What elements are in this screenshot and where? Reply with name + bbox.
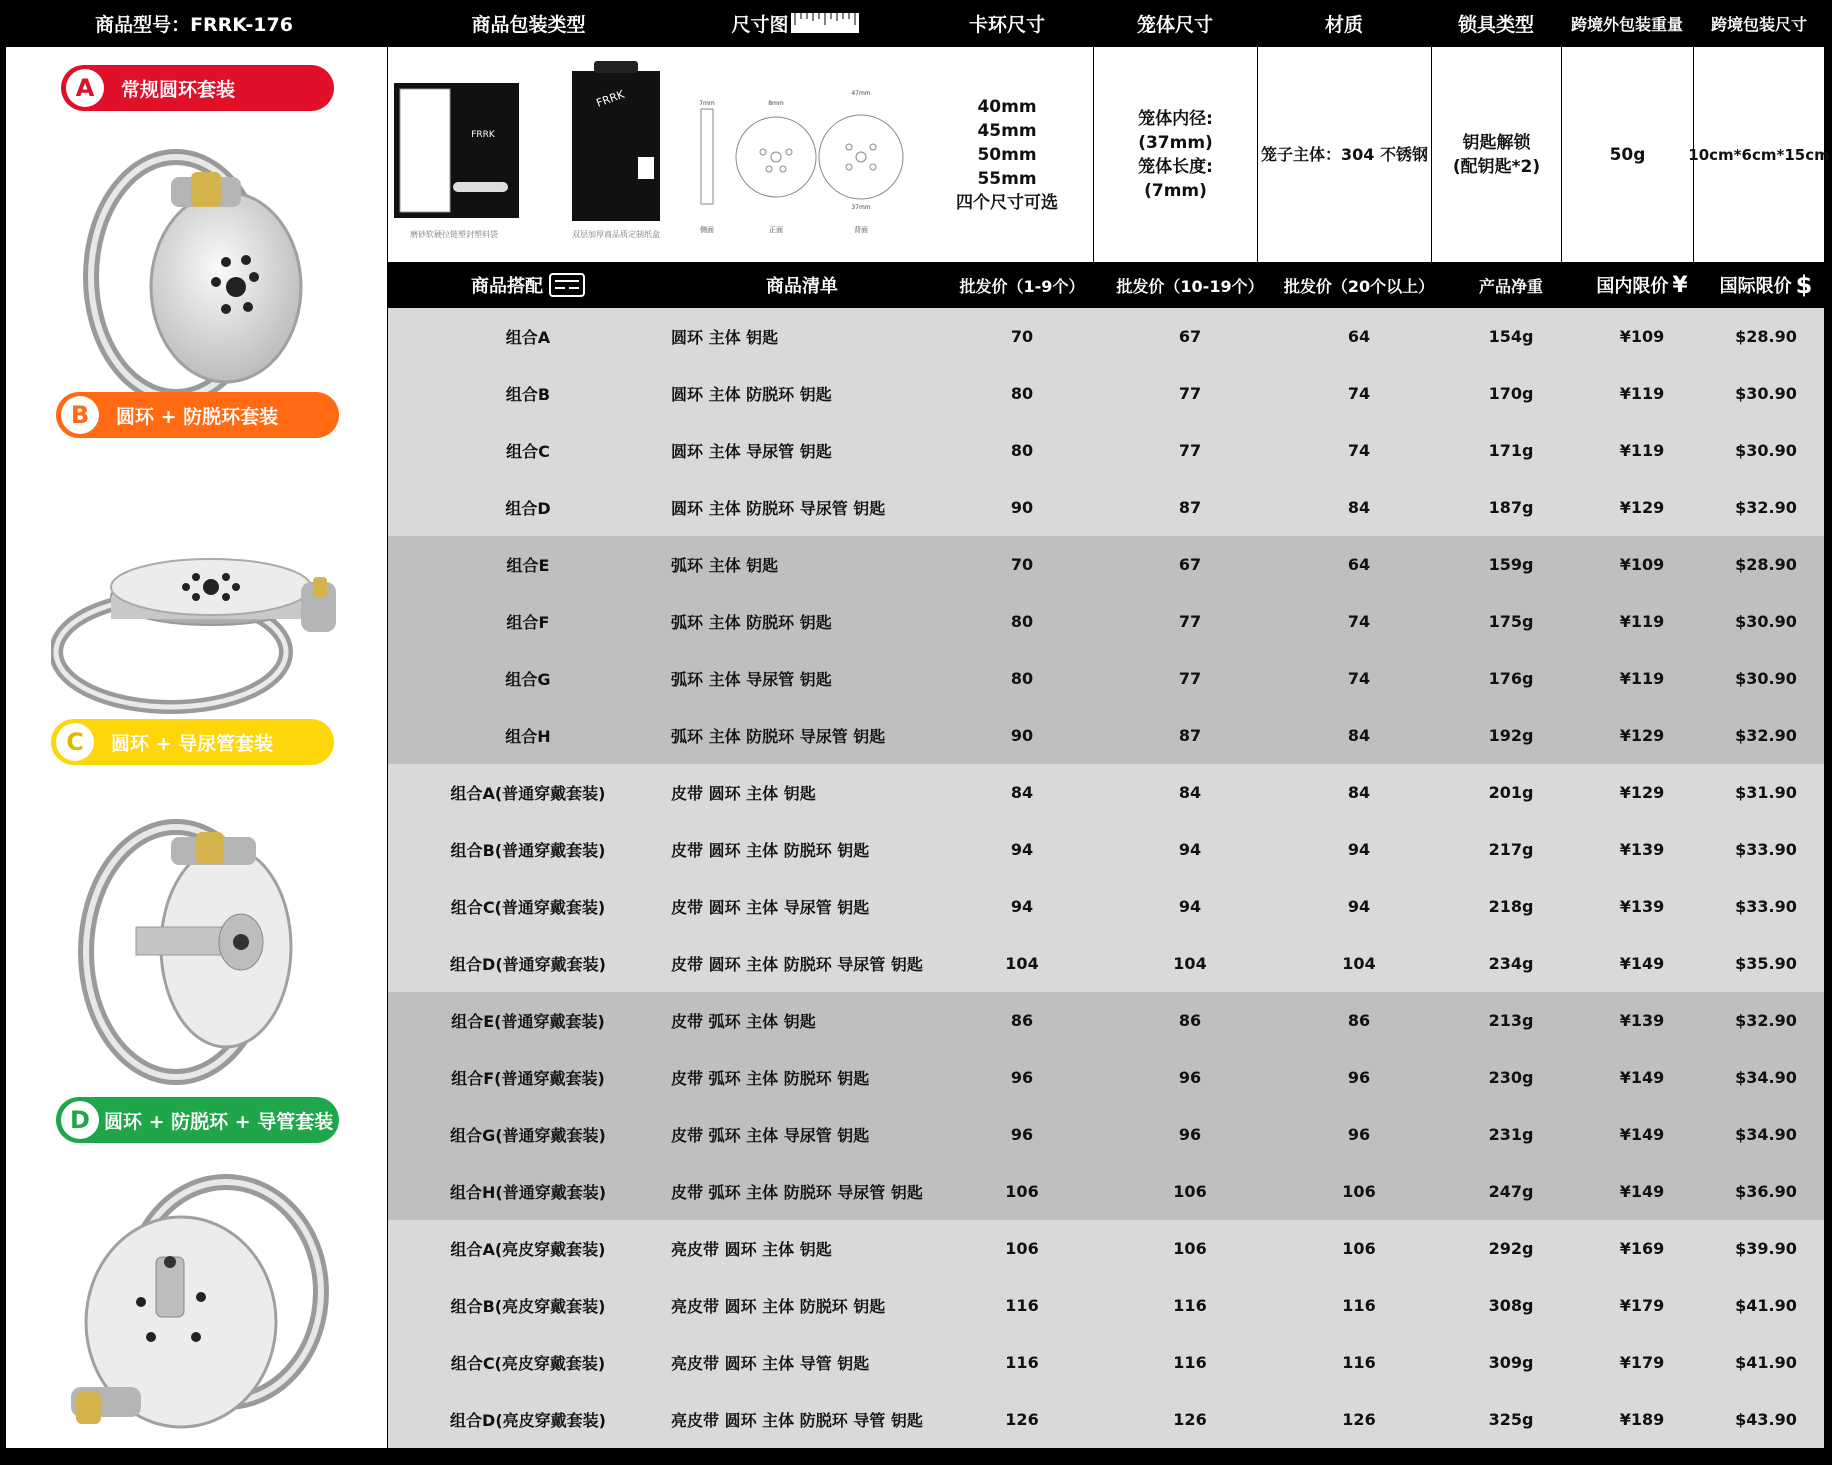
combo-name-cell: 组合C(亮皮穿戴套装) — [450, 1354, 606, 1373]
price-cny-cell: ¥179 — [1619, 1353, 1665, 1372]
price-20-plus-cell: 74 — [1347, 384, 1371, 403]
net-weight-cell: 218g — [1488, 897, 1534, 916]
table-row — [388, 1334, 1824, 1391]
price-usd-cell: $31.90 — [1735, 783, 1797, 802]
price-usd-cell: $41.90 — [1735, 1353, 1797, 1372]
badge-a — [61, 65, 334, 111]
net-weight-cell: 213g — [1488, 1011, 1534, 1030]
price-1-9-cell: 80 — [1010, 384, 1034, 403]
net-weight-cell: 325g — [1488, 1410, 1534, 1429]
price-cny-cell: ¥139 — [1619, 1011, 1665, 1030]
header-model: 商品型号：FRRK-176 — [95, 13, 293, 36]
price-1-9-cell: 90 — [1010, 498, 1034, 517]
price-usd-cell: $30.90 — [1735, 612, 1797, 631]
lock-type-cell — [1432, 47, 1561, 262]
net-weight-cell: 217g — [1488, 840, 1534, 859]
price-cny-cell: ¥119 — [1619, 669, 1665, 688]
net-weight-cell: 187g — [1488, 498, 1534, 517]
combo-name-cell: 组合B(普通穿戴套装) — [450, 841, 606, 860]
price-usd-cell: $30.90 — [1735, 384, 1797, 403]
ring-size-2: 45mm — [977, 120, 1037, 141]
price-10-19-cell: 86 — [1178, 1011, 1202, 1030]
price-10-19-cell: 96 — [1178, 1068, 1202, 1087]
price-cny-cell: ¥149 — [1619, 954, 1665, 973]
package-caption-left: 磨砂软硬拉链塑封塑料袋 — [410, 230, 498, 239]
price-20-plus-cell: 96 — [1347, 1068, 1371, 1087]
subheader-list: 商品清单 — [766, 276, 838, 297]
size-dim-front: 8mm — [768, 100, 784, 107]
net-weight-cell: 175g — [1488, 612, 1534, 631]
item-list-cell: 皮带 弧环 主体 防脱环 导尿管 钥匙 — [671, 1183, 923, 1202]
subheader-price1: 批发价（1-9个） — [959, 276, 1085, 296]
combo-name-cell: 组合H(普通穿戴套装) — [449, 1183, 607, 1202]
item-list-cell: 弧环 主体 防脱环 钥匙 — [671, 613, 832, 632]
price-usd-cell: $32.90 — [1735, 498, 1797, 517]
net-weight-cell: 176g — [1488, 669, 1534, 688]
subheader-price3: 批发价（20个以上） — [1283, 276, 1435, 296]
table-row — [388, 650, 1824, 707]
combo-name-cell: 组合E(普通穿戴套装) — [451, 1012, 605, 1031]
size-diagram — [669, 47, 921, 262]
left-panel — [6, 47, 387, 1448]
price-20-plus-cell: 86 — [1347, 1011, 1371, 1030]
subheader-cny-label: 国内限价 — [1596, 276, 1669, 297]
price-usd-cell: $30.90 — [1735, 441, 1797, 460]
size-chart-label: 尺寸图 — [731, 13, 789, 36]
product-image-c — [56, 777, 326, 1097]
price-usd-cell: $33.90 — [1735, 840, 1797, 859]
dollar-icon: $ — [1795, 271, 1813, 299]
badge-b-text: 圆环 + 防脱环套装 — [116, 405, 279, 428]
size-dim-side: 7mm — [699, 100, 715, 107]
table-row — [388, 764, 1824, 821]
header-package-type: 商品包装类型 — [471, 13, 586, 36]
header-outer-weight: 跨境外包装重量 — [1570, 14, 1683, 34]
price-20-plus-cell: 94 — [1347, 840, 1371, 859]
price-cny-cell: ¥109 — [1619, 327, 1665, 346]
price-10-19-cell: 106 — [1173, 1182, 1207, 1201]
price-1-9-cell: 116 — [1005, 1353, 1039, 1372]
net-weight-cell: 192g — [1488, 726, 1534, 745]
header-ring-size: 卡环尺寸 — [968, 13, 1045, 36]
header-material: 材质 — [1324, 13, 1363, 36]
price-20-plus-cell: 74 — [1347, 612, 1371, 631]
price-1-9-cell: 70 — [1010, 555, 1034, 574]
price-10-19-cell: 104 — [1173, 954, 1207, 973]
price-cny-cell: ¥129 — [1619, 498, 1665, 517]
package-illustration — [388, 47, 669, 262]
table-row — [388, 1391, 1824, 1448]
price-cny-cell: ¥119 — [1619, 384, 1665, 403]
size-dim-inner: 37mm — [851, 204, 871, 211]
price-1-9-cell: 96 — [1010, 1068, 1034, 1087]
item-list-cell: 亮皮带 圆环 主体 钥匙 — [671, 1240, 832, 1259]
badge-a-text: 常规圆环套装 — [121, 78, 236, 101]
item-list-cell: 亮皮带 圆环 主体 防脱环 导管 钥匙 — [671, 1411, 923, 1430]
price-1-9-cell: 70 — [1010, 327, 1034, 346]
item-list-cell: 皮带 弧环 主体 防脱环 钥匙 — [671, 1069, 870, 1088]
cage-inner-label: 笼体内径: — [1138, 108, 1213, 129]
price-cny-cell: ¥129 — [1619, 783, 1665, 802]
table-row — [388, 878, 1824, 935]
net-weight-cell: 308g — [1488, 1296, 1534, 1315]
combo-name-cell: 组合D(普通穿戴套装) — [450, 955, 606, 974]
package-image — [388, 47, 669, 262]
item-list-cell: 圆环 主体 防脱环 导尿管 钥匙 — [671, 499, 886, 518]
price-1-9-cell: 84 — [1010, 783, 1034, 802]
badge-c-text: 圆环 + 导尿管套装 — [111, 732, 274, 755]
badge-d-text: 圆环 + 防脱环 + 导管套装 — [104, 1110, 334, 1133]
combo-name-cell: 组合D — [505, 499, 551, 518]
price-usd-cell: $35.90 — [1735, 954, 1797, 973]
price-1-9-cell: 116 — [1005, 1296, 1039, 1315]
item-list-cell: 皮带 弧环 主体 导尿管 钥匙 — [671, 1126, 870, 1145]
cage-inner-value: (37mm) — [1138, 132, 1213, 153]
badge-b — [56, 392, 339, 438]
outer-weight-cell — [1562, 47, 1693, 262]
subheader-cny — [1576, 262, 1708, 308]
price-10-19-cell: 77 — [1178, 384, 1202, 403]
price-10-19-cell: 116 — [1173, 1353, 1207, 1372]
table-row — [388, 1277, 1824, 1334]
table-row — [388, 308, 1824, 365]
price-10-19-cell: 87 — [1178, 498, 1202, 517]
price-cny-cell: ¥149 — [1619, 1182, 1665, 1201]
price-1-9-cell: 80 — [1010, 612, 1034, 631]
price-cny-cell: ¥119 — [1619, 441, 1665, 460]
price-cny-cell: ¥149 — [1619, 1068, 1665, 1087]
price-10-19-cell: 67 — [1178, 555, 1202, 574]
net-weight-cell: 309g — [1488, 1353, 1534, 1372]
net-weight-cell: 154g — [1488, 327, 1534, 346]
price-cny-cell: ¥139 — [1619, 840, 1665, 859]
cage-length-value: (7mm) — [1144, 180, 1207, 201]
price-20-plus-cell: 104 — [1342, 954, 1376, 973]
table-row — [388, 1220, 1824, 1277]
outer-size-value: 10cm*6cm*15cm — [1688, 145, 1830, 164]
header-cage-size: 笼体尺寸 — [1136, 13, 1213, 36]
item-list-cell: 弧环 主体 防脱环 导尿管 钥匙 — [671, 727, 886, 746]
cage-length-label: 笼体长度: — [1138, 156, 1213, 177]
header-lock-type: 锁具类型 — [1457, 13, 1534, 36]
size-label-back: 背面 — [854, 226, 868, 234]
combo-name-cell: 组合C(普通穿戴套装) — [450, 898, 606, 917]
table-row — [388, 1106, 1824, 1163]
item-list-cell: 皮带 圆环 主体 防脱环 导尿管 钥匙 — [671, 955, 923, 974]
table-row — [388, 365, 1824, 422]
price-cny-cell: ¥189 — [1619, 1410, 1665, 1429]
item-list-cell: 弧环 主体 钥匙 — [671, 556, 779, 575]
price-20-plus-cell: 74 — [1347, 669, 1371, 688]
ring-size-note: 四个尺寸可选 — [956, 192, 1058, 213]
table-row — [388, 593, 1824, 650]
outer-weight-value: 50g — [1609, 144, 1646, 165]
price-20-plus-cell: 64 — [1347, 327, 1371, 346]
item-list-cell: 皮带 圆环 主体 钥匙 — [671, 784, 816, 803]
net-weight-cell: 292g — [1488, 1239, 1534, 1258]
cage-size-cell — [1094, 47, 1257, 262]
price-20-plus-cell: 84 — [1347, 498, 1371, 517]
badge-b-letter: B — [61, 396, 99, 434]
price-20-plus-cell: 74 — [1347, 441, 1371, 460]
combo-name-cell: 组合F — [506, 613, 550, 632]
price-cny-cell: ¥179 — [1619, 1296, 1665, 1315]
price-10-19-cell: 126 — [1173, 1410, 1207, 1429]
price-1-9-cell: 80 — [1010, 441, 1034, 460]
price-usd-cell: $39.90 — [1735, 1239, 1797, 1258]
combo-name-cell: 组合F(普通穿戴套装) — [451, 1069, 605, 1088]
price-20-plus-cell: 106 — [1342, 1182, 1376, 1201]
price-usd-cell: $43.90 — [1735, 1410, 1797, 1429]
price-1-9-cell: 86 — [1010, 1011, 1034, 1030]
net-weight-cell: 231g — [1488, 1125, 1534, 1144]
combo-name-cell: 组合G — [505, 670, 551, 689]
subheader-usd — [1708, 262, 1824, 308]
combo-name-cell: 组合C — [506, 442, 550, 461]
pricing-header — [388, 262, 1824, 308]
ring-size-4: 55mm — [977, 168, 1037, 189]
badge-c-letter: C — [56, 723, 94, 761]
material-cell — [1258, 47, 1431, 262]
combo-name-cell: 组合A — [505, 328, 551, 347]
table-row — [388, 935, 1824, 992]
table-row — [388, 992, 1824, 1049]
price-usd-cell: $33.90 — [1735, 897, 1797, 916]
price-1-9-cell: 106 — [1005, 1182, 1039, 1201]
price-10-19-cell: 106 — [1173, 1239, 1207, 1258]
table-row — [388, 821, 1824, 878]
material-value: 笼子主体：304 不锈钢 — [1261, 144, 1428, 164]
price-1-9-cell: 104 — [1005, 954, 1039, 973]
price-cny-cell: ¥129 — [1619, 726, 1665, 745]
combo-name-cell: 组合D(亮皮穿戴套装) — [450, 1411, 606, 1430]
item-list-cell: 皮带 圆环 主体 防脱环 钥匙 — [671, 841, 870, 860]
pricing-table — [388, 308, 1824, 1448]
price-1-9-cell: 94 — [1010, 897, 1034, 916]
net-weight-cell: 170g — [1488, 384, 1534, 403]
price-usd-cell: $34.90 — [1735, 1068, 1797, 1087]
yen-icon: ¥ — [1672, 272, 1688, 298]
table-row — [388, 536, 1824, 593]
badge-d-letter: D — [61, 1101, 99, 1139]
price-20-plus-cell: 116 — [1342, 1296, 1376, 1315]
table-row — [388, 479, 1824, 536]
combo-name-cell: 组合A(普通穿戴套装) — [450, 784, 606, 803]
price-10-19-cell: 87 — [1178, 726, 1202, 745]
price-10-19-cell: 116 — [1173, 1296, 1207, 1315]
price-usd-cell: $28.90 — [1735, 327, 1797, 346]
price-cny-cell: ¥109 — [1619, 555, 1665, 574]
item-list-cell: 圆环 主体 钥匙 — [671, 328, 779, 347]
package-box-brand: FRRK — [594, 87, 627, 110]
combo-name-cell: 组合E — [506, 556, 550, 575]
price-10-19-cell: 94 — [1178, 840, 1202, 859]
badge-d — [56, 1097, 339, 1143]
item-list-cell: 圆环 主体 防脱环 钥匙 — [671, 385, 832, 404]
table-row — [388, 422, 1824, 479]
card-icon — [549, 273, 585, 297]
price-20-plus-cell: 96 — [1347, 1125, 1371, 1144]
product-image-d — [61, 1162, 331, 1452]
price-usd-cell: $28.90 — [1735, 555, 1797, 574]
price-20-plus-cell: 126 — [1342, 1410, 1376, 1429]
item-list-cell: 亮皮带 圆环 主体 导管 钥匙 — [671, 1354, 870, 1373]
price-10-19-cell: 94 — [1178, 897, 1202, 916]
net-weight-cell: 230g — [1488, 1068, 1534, 1087]
price-10-19-cell: 77 — [1178, 612, 1202, 631]
badge-a-letter: A — [66, 69, 104, 107]
price-cny-cell: ¥149 — [1619, 1125, 1665, 1144]
subheader-price2: 批发价（10-19个） — [1116, 276, 1264, 296]
price-10-19-cell: 77 — [1178, 441, 1202, 460]
item-list-cell: 皮带 圆环 主体 导尿管 钥匙 — [671, 898, 870, 917]
price-1-9-cell: 80 — [1010, 669, 1034, 688]
table-row — [388, 707, 1824, 764]
price-usd-cell: $41.90 — [1735, 1296, 1797, 1315]
price-1-9-cell: 106 — [1005, 1239, 1039, 1258]
combo-name-cell: 组合H — [505, 727, 551, 746]
price-20-plus-cell: 116 — [1342, 1353, 1376, 1372]
lock-type-value: 钥匙解锁 — [1462, 132, 1531, 153]
price-usd-cell: $32.90 — [1735, 726, 1797, 745]
price-1-9-cell: 126 — [1005, 1410, 1039, 1429]
outer-size-cell — [1688, 47, 1830, 262]
badge-c — [51, 719, 334, 765]
product-image-b — [51, 507, 351, 727]
ring-size-1: 40mm — [977, 96, 1037, 117]
item-list-cell: 亮皮带 圆环 主体 防脱环 钥匙 — [671, 1297, 886, 1316]
combo-name-cell: 组合G(普通穿戴套装) — [450, 1126, 606, 1145]
item-list-cell: 皮带 弧环 主体 钥匙 — [671, 1012, 816, 1031]
subheader-net-weight: 产品净重 — [1478, 276, 1543, 296]
ring-size-3: 50mm — [977, 144, 1037, 165]
ruler-icon — [791, 11, 859, 35]
price-usd-cell: $34.90 — [1735, 1125, 1797, 1144]
price-1-9-cell: 96 — [1010, 1125, 1034, 1144]
header-size-chart — [669, 0, 921, 46]
price-usd-cell: $30.90 — [1735, 669, 1797, 688]
net-weight-cell: 234g — [1488, 954, 1534, 973]
price-10-19-cell: 77 — [1178, 669, 1202, 688]
subheader-usd-label: 国际限价 — [1719, 276, 1792, 297]
size-label-side: 侧面 — [700, 226, 714, 234]
combo-name-cell: 组合A(亮皮穿戴套装) — [450, 1240, 606, 1259]
net-weight-cell: 171g — [1488, 441, 1534, 460]
price-cny-cell: ¥169 — [1619, 1239, 1665, 1258]
price-20-plus-cell: 84 — [1347, 726, 1371, 745]
size-dim-outer: 47mm — [851, 90, 871, 97]
price-20-plus-cell: 94 — [1347, 897, 1371, 916]
item-list-cell: 圆环 主体 导尿管 钥匙 — [671, 442, 832, 461]
price-1-9-cell: 94 — [1010, 840, 1034, 859]
package-bag-brand: FRRK — [471, 130, 495, 140]
price-1-9-cell: 90 — [1010, 726, 1034, 745]
price-cny-cell: ¥139 — [1619, 897, 1665, 916]
size-diagram-illustration — [669, 47, 921, 262]
header-outer-size: 跨境包装尺寸 — [1710, 14, 1807, 34]
table-row — [388, 1049, 1824, 1106]
ring-size-cell — [921, 47, 1093, 262]
lock-type-note: (配钥匙*2) — [1452, 156, 1541, 177]
package-caption-right: 双层加厚商品质定制纸盒 — [572, 230, 660, 239]
subheader-combo-label: 商品搭配 — [471, 276, 543, 297]
item-list-cell: 弧环 主体 导尿管 钥匙 — [671, 670, 832, 689]
net-weight-cell: 247g — [1488, 1182, 1534, 1201]
size-label-front: 正面 — [769, 226, 783, 234]
subheader-combo — [388, 262, 668, 308]
net-weight-cell: 159g — [1488, 555, 1534, 574]
price-20-plus-cell: 64 — [1347, 555, 1371, 574]
price-20-plus-cell: 106 — [1342, 1239, 1376, 1258]
price-10-19-cell: 67 — [1178, 327, 1202, 346]
net-weight-cell: 201g — [1488, 783, 1534, 802]
price-usd-cell: $36.90 — [1735, 1182, 1797, 1201]
combo-name-cell: 组合B — [505, 385, 551, 404]
price-10-19-cell: 84 — [1178, 783, 1202, 802]
price-20-plus-cell: 84 — [1347, 783, 1371, 802]
combo-name-cell: 组合B(亮皮穿戴套装) — [450, 1297, 606, 1316]
price-usd-cell: $32.90 — [1735, 1011, 1797, 1030]
price-cny-cell: ¥119 — [1619, 612, 1665, 631]
product-image-a — [76, 117, 316, 427]
price-10-19-cell: 96 — [1178, 1125, 1202, 1144]
table-row — [388, 1163, 1824, 1220]
